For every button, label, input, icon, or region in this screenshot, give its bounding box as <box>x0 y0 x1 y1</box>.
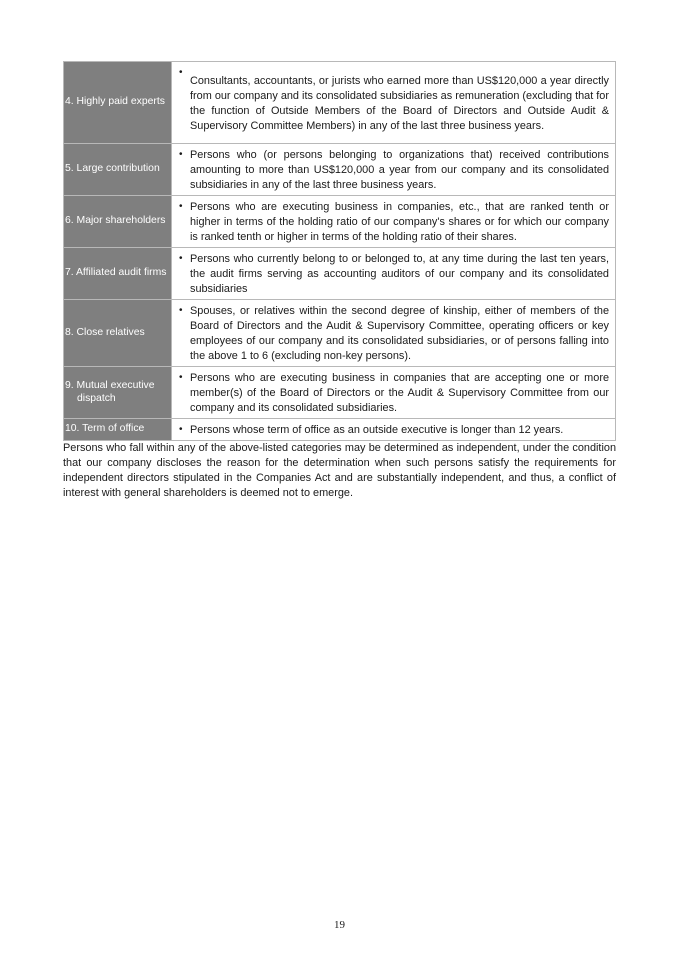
category-label: 5. Large contribution <box>65 163 160 175</box>
description-cell <box>172 144 616 196</box>
bullet-icon: • <box>179 253 183 264</box>
table-row <box>64 62 616 144</box>
table-row <box>64 300 616 367</box>
description-cell <box>172 196 616 248</box>
description-text: Persons who currently belong to or belonged to, at any time during the last ten years, the audit firms serving as accounting auditors of our company and its consolidated subsidiaries <box>190 253 609 295</box>
category-cell <box>64 300 172 367</box>
category-label: 8. Close relatives <box>65 326 145 338</box>
description-text: Persons who are executing business in companies, etc., that are ranked tenth or higher in terms of the holding ratio of our company's shares or for which our company is ranked tenth or higher in terms of the holding ratio of their shares. <box>190 201 609 243</box>
category-cell <box>64 62 172 144</box>
table-row <box>64 196 616 248</box>
table-row <box>64 248 616 300</box>
category-label: 6. Major shareholders <box>65 215 166 227</box>
category-label: 10. Term of office <box>65 423 145 435</box>
category-cell <box>64 144 172 196</box>
description-cell <box>172 248 616 300</box>
independence-criteria-table <box>63 61 616 441</box>
table-row <box>64 144 616 196</box>
category-label: 9. Mutual executive dispatch <box>65 380 155 404</box>
category-label: 4. Highly paid experts <box>65 96 165 108</box>
description-cell <box>172 300 616 367</box>
description-text: Spouses, or relatives within the second degree of kinship, either of members of the Board of Directors and the Audit & Supervisory Committee, operating officers or key employees of our company and its consolidated subsidiaries, or of persons falling into the above 1 to 6 (excluding non-key persons). <box>190 305 609 362</box>
category-cell <box>64 367 172 419</box>
description-cell <box>172 419 616 441</box>
category-cell <box>64 419 172 441</box>
bullet-icon: • <box>179 424 183 435</box>
page-number: 19 <box>334 919 345 931</box>
description-text: Persons who (or persons belonging to organizations that) received contributions amounting to more than US$120,000 a year from our company and its consolidated subsidiaries in any of the last three business years. <box>190 149 609 191</box>
table-row <box>64 419 616 441</box>
description-cell <box>172 367 616 419</box>
bullet-icon: • <box>179 149 183 160</box>
description-text: Persons whose term of office as an outside executive is longer than 12 years. <box>190 424 564 436</box>
description-text: Consultants, accountants, or jurists who earned more than US$120,000 a year directly from our company and its consolidated subsidiaries as remuneration (excluding that for the function of Outside Members of the Board of Directors and Outside Audit & Supervisory Committee Members) in any of the last three business years. <box>190 74 609 132</box>
description-text: Persons who are executing business in companies that are accepting one or more member(s) of the Board of Directors or the Audit & Supervisory Committee from our company and its consolidated subsidiaries. <box>190 372 609 414</box>
independence-determination-paragraph: Persons who fall within any of the above-listed categories may be determined as independent, under the condition that our company discloses the reason for the determination when such persons satisfy the requirements for independent directors stipulated in the Companies Act and are substantially independent, and thus, a conflict of interest with general shareholders is deemed not to emerge. <box>63 442 616 499</box>
category-label: 7. Affiliated audit firms <box>65 267 167 279</box>
bullet-icon: • <box>179 201 183 212</box>
table-row <box>64 367 616 419</box>
bullet-icon: • <box>179 305 183 316</box>
description-cell <box>172 62 616 144</box>
bullet-icon: • <box>179 372 183 383</box>
category-cell <box>64 196 172 248</box>
category-cell <box>64 248 172 300</box>
bullet-icon: • <box>179 67 183 78</box>
